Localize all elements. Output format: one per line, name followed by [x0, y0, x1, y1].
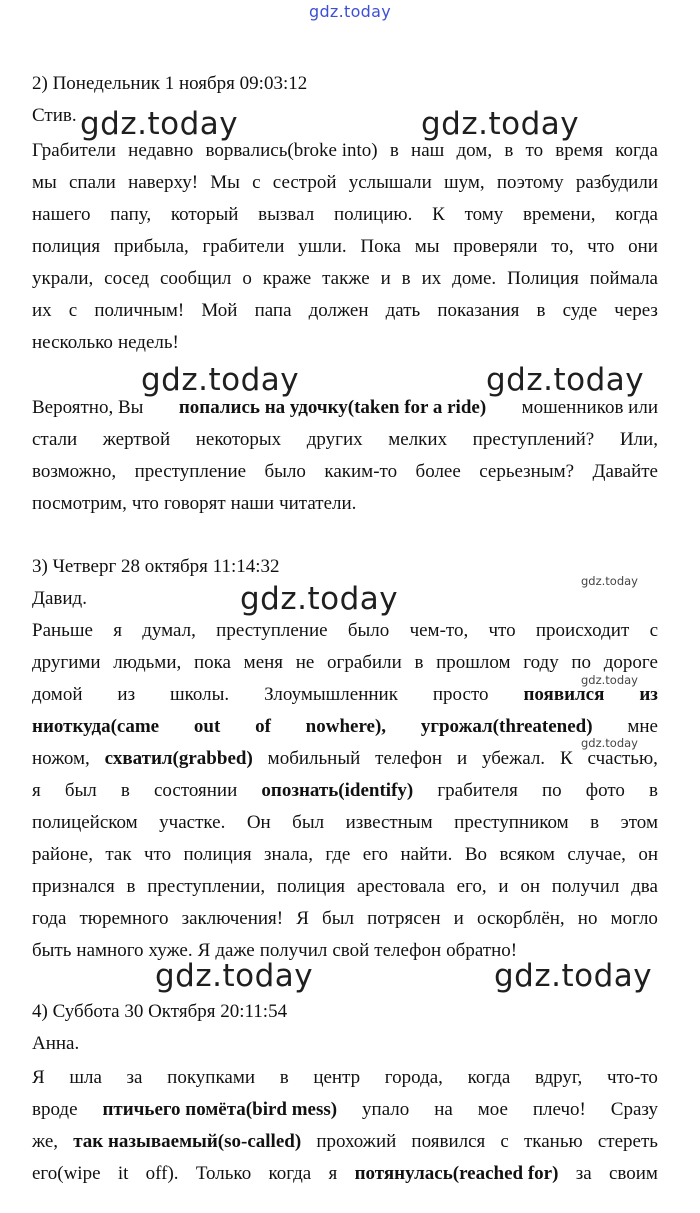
watermark: gdz.today	[155, 958, 314, 994]
watermark-small: gdz.today	[581, 673, 638, 687]
text-line: несколько недель!	[32, 332, 179, 353]
text-line: его(wipe it off). Только когда я потянулась(reached for) за своим	[32, 1163, 658, 1184]
text-line: вроде птичьего помёта(bird mess) упало на мое плечо! Сразу	[32, 1099, 658, 1120]
watermark: gdz.today	[240, 581, 399, 617]
text-line: стали жертвой некоторых других мелких преступлений? Или,	[32, 429, 658, 450]
text-line: районе, так что полиция знала, где его найти. Во всяком случае, он	[32, 844, 658, 865]
watermark: gdz.today	[80, 106, 239, 142]
entry-header: 2) Понедельник 1 ноября 09:03:12	[32, 73, 308, 94]
entry-header: 4) Суббота 30 Октября 20:11:54	[32, 1001, 288, 1022]
watermark-top: gdz.today	[309, 2, 391, 21]
watermark: gdz.today	[486, 362, 645, 398]
watermark: gdz.today	[141, 362, 300, 398]
text-line: Раньше я думал, преступление было чем-то, что происходит с	[32, 620, 658, 641]
text-line: полицейском участке. Он был известным преступником в этом	[32, 812, 658, 833]
text-line: домой из школы. Злоумышленник просто появился из	[32, 684, 658, 705]
text-line: Я шла за покупками в центр города, когда вдруг, что-то	[32, 1067, 658, 1088]
text-line: другими людьми, пока меня не ограбили в прошлом году по дороге	[32, 652, 658, 673]
text-line: Грабители недавно ворвались(broke into) в наш дом, в то время когда	[32, 140, 658, 161]
text-line: признался в преступлении, полиция арестовала его, и он получил два	[32, 876, 658, 897]
watermark: gdz.today	[421, 106, 580, 142]
text-line: их с поличным! Мой папа должен дать показания в суде через	[32, 300, 658, 321]
entry-author: Стив.	[32, 105, 77, 126]
watermark: gdz.today	[494, 958, 653, 994]
text-line: года тюремного заключения! Я был потрясен и оскорблён, но могло	[32, 908, 658, 929]
entry-author: Анна.	[32, 1033, 80, 1054]
text-line: я был в состоянии опознать(identify) грабителя по фото в	[32, 780, 658, 801]
entry-author: Давид.	[32, 588, 87, 609]
watermark-small: gdz.today	[581, 736, 638, 750]
text-line: возможно, преступление было каким-то более серьезным? Давайте	[32, 461, 658, 482]
entry-header: 3) Четверг 28 октября 11:14:32	[32, 556, 280, 577]
text-line: украли, сосед сообщил о краже также и в их доме. Полиция поймала	[32, 268, 658, 289]
text-line: ножом, схватил(grabbed) мобильный телефон и убежал. К счастью,	[32, 748, 658, 769]
text-line: же, так называемый(so-called) прохожий появился с тканью стереть	[32, 1131, 658, 1152]
text-line: быть намного хуже. Я даже получил свой телефон обратно!	[32, 940, 518, 961]
text-line: Вероятно, Вы попались на удочку(taken for a ride) мошенников или	[32, 397, 658, 418]
text-line: ниоткуда(came out of nowhere), угрожал(threatened) мне	[32, 716, 658, 737]
text-line: нашего папу, который вызвал полицию. К тому времени, когда	[32, 204, 658, 225]
watermark-small: gdz.today	[581, 574, 638, 588]
text-line: мы спали наверху! Мы с сестрой услышали шум, поэтому разбудили	[32, 172, 658, 193]
text-line: посмотрим, что говорят наши читатели.	[32, 493, 357, 514]
text-line: полиция прибыла, грабители ушли. Пока мы проверяли то, что они	[32, 236, 658, 257]
